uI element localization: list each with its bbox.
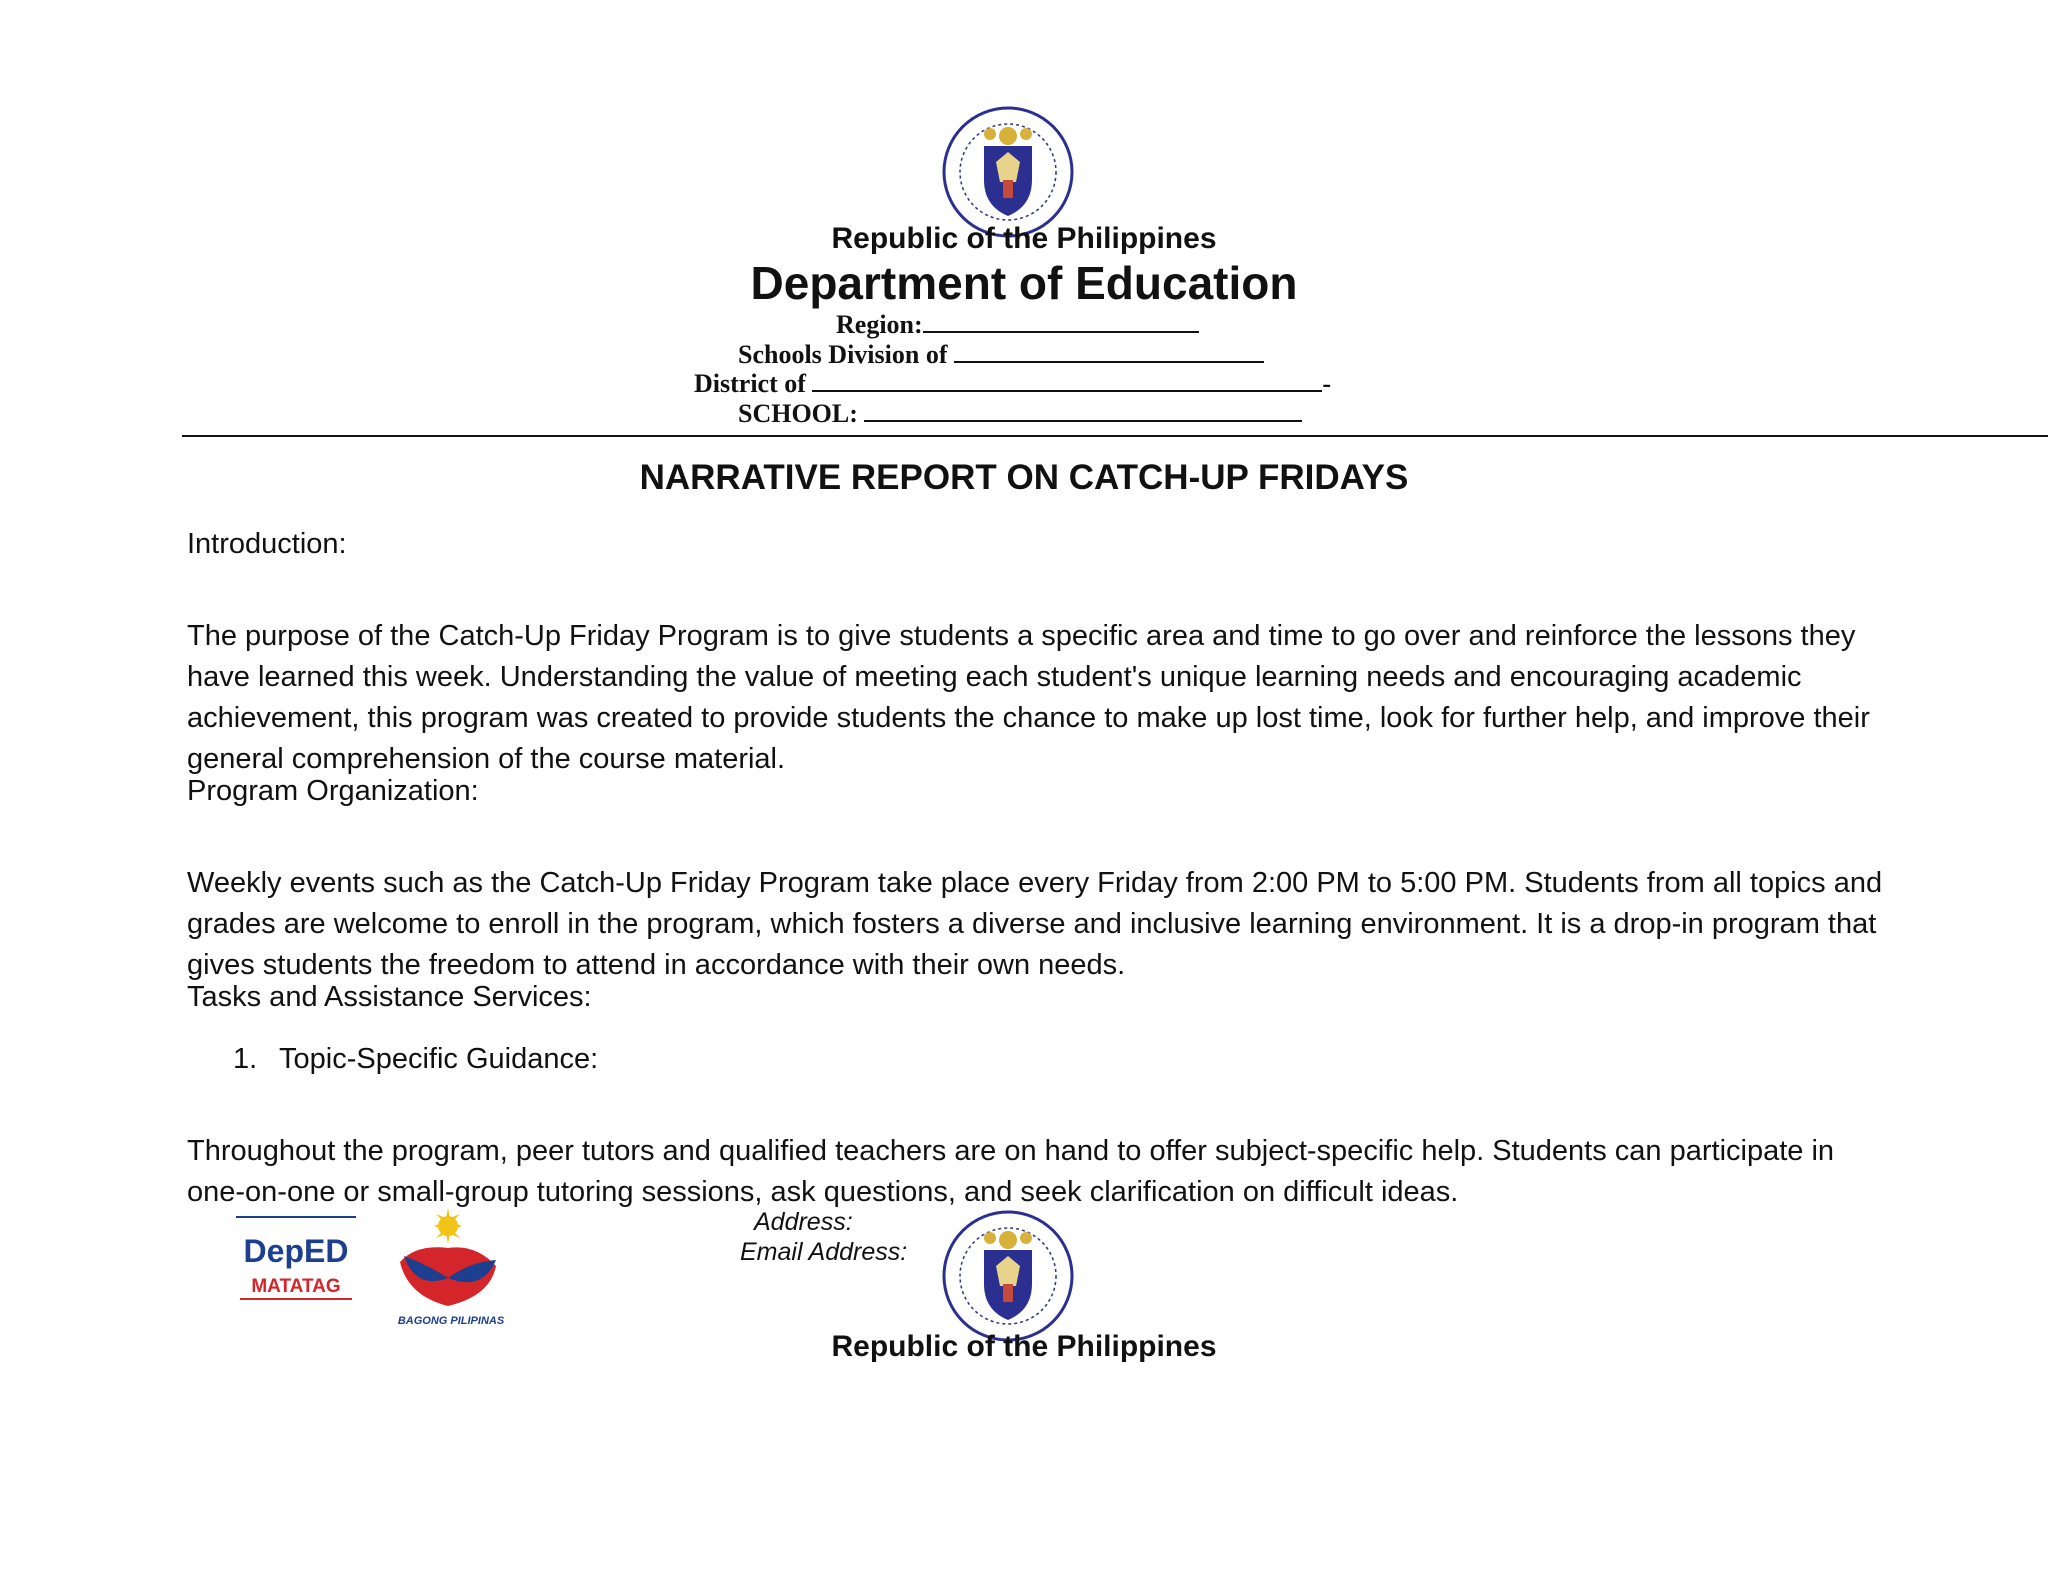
email-label: Email Address: [740,1238,908,1266]
introduction-heading: Introduction: [187,528,347,560]
list-item [233,1039,1933,1080]
list-item-number: 1. [233,1043,258,1075]
organization-heading: Program Organization: [187,775,479,807]
deped-logo-top-text: DepED [243,1233,349,1269]
footer-republic-heading: Republic of the Philippines [831,1330,1217,1363]
district-line [694,368,1331,399]
deped-seal-icon [940,1208,1076,1344]
region-line [836,309,1199,340]
school-blank [864,398,1302,422]
district-label: District of [694,369,806,398]
deped-seal-icon [940,104,1076,240]
services-heading: Tasks and Assistance Services: [187,981,592,1013]
school-line [738,398,1302,429]
department-heading: Department of Education [750,257,1298,309]
school-label: SCHOOL: [738,399,858,428]
deped-matatag-logo [234,1212,358,1312]
division-blank [954,339,1264,363]
introduction-paragraph: The purpose of the Catch-Up Friday Program is to give students a specific area and time to go over and reinforce the lessons they have learned this week. Understanding the value of meeting each student's unique learning needs and encouraging academic achievement, this program was created to provide students the chance to make up lost time, look for further help, and improve their general comprehension of the course material. [187,620,1870,775]
organization-paragraph: Weekly events such as the Catch-Up Friday Program take place every Friday from 2:00 PM to 5:00 PM. Students from all topics and grades are welcome to enroll in the program, which fosters a diverse and inclusive learning environment. It is a drop-in program that gives students the freedom to attend in accordance with their own needs. [187,867,1883,981]
district-suffix: - [1322,369,1332,398]
report-title: NARRATIVE REPORT ON CATCH-UP FRIDAYS [639,458,1409,497]
district-blank [812,368,1322,392]
header-divider [182,435,2048,437]
list-item-label: Topic-Specific Guidance: [279,1043,599,1075]
address-label: Address: [754,1208,853,1236]
guidance-paragraph: Throughout the program, peer tutors and qualified teachers are on hand to offer subject-specific help. Students can participate in one-on-one or small-group tutoring sessions, ask questions, and seek clarification on difficult ideas. [187,1135,1835,1208]
region-label: Region: [836,310,923,339]
division-label: Schools Division of [738,340,948,369]
division-line [738,339,1264,370]
deped-logo-bottom-text: MATATAG [251,1276,341,1297]
bagong-pilipinas-text: BAGONG PILIPINAS [397,1315,505,1327]
republic-heading: Republic of the Philippines [831,222,1217,255]
region-blank [923,309,1199,333]
bagong-pilipinas-logo [386,1204,516,1328]
